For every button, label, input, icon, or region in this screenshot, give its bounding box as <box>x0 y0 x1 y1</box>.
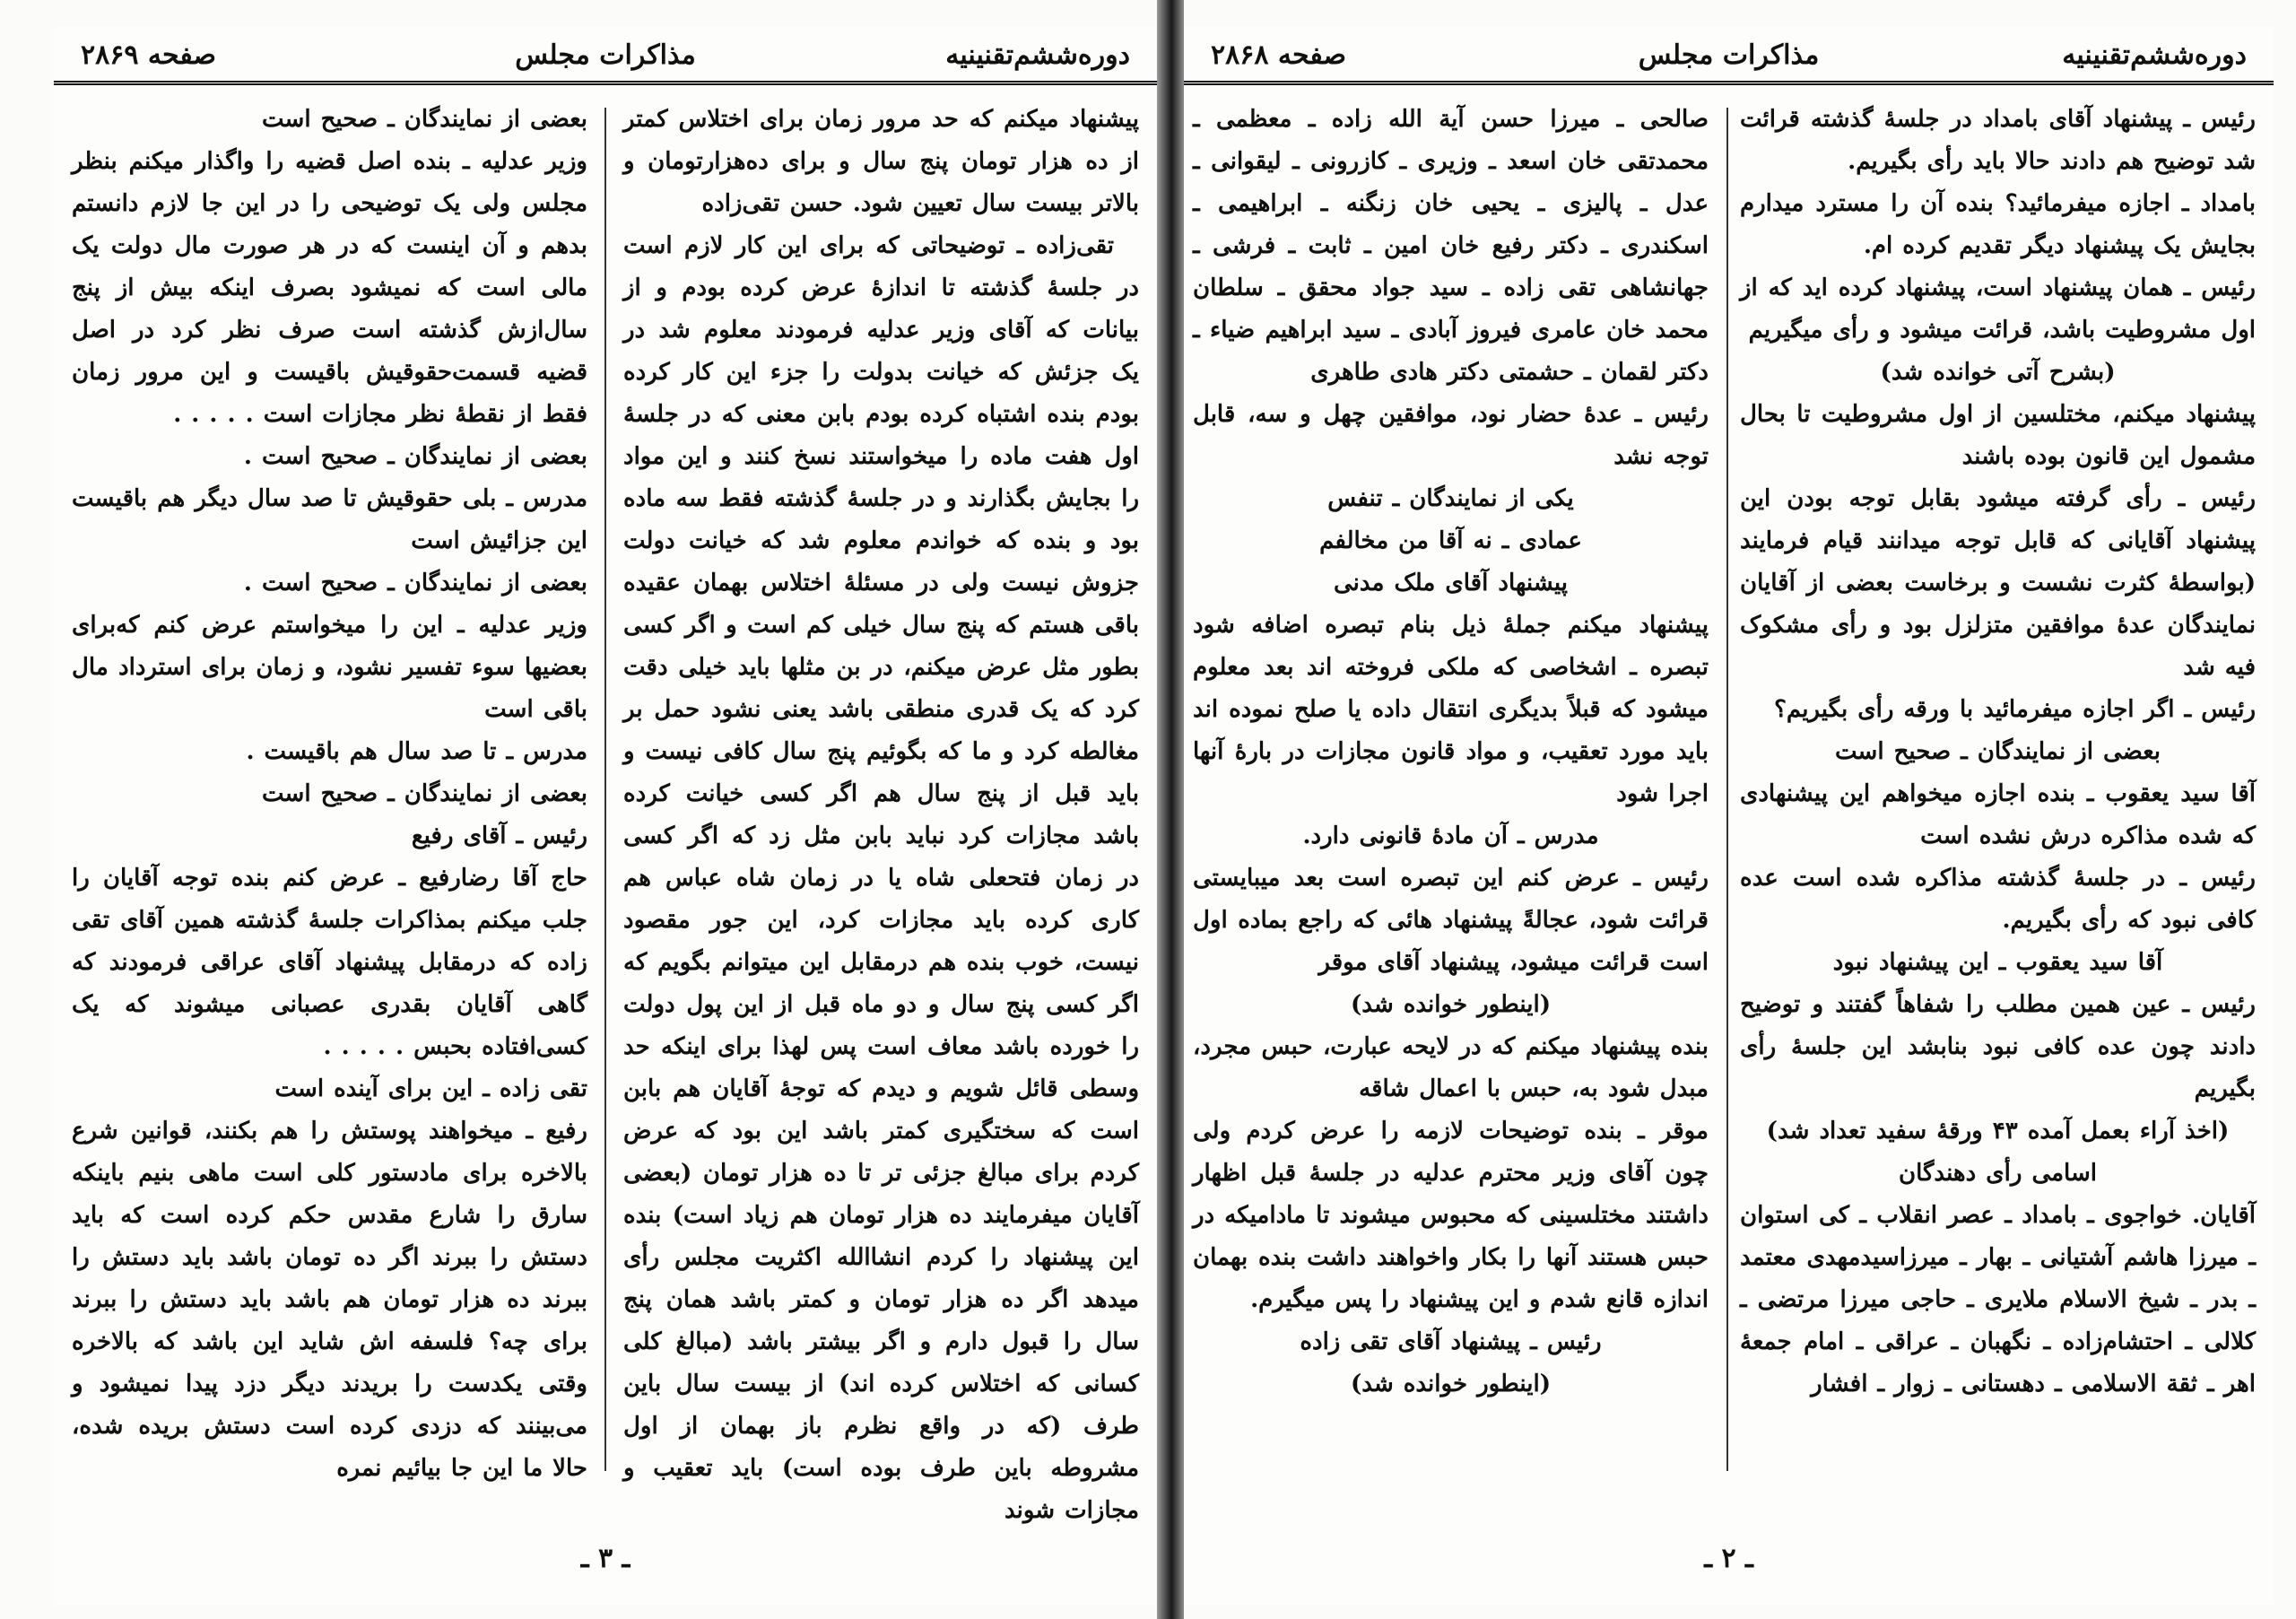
journal-title: مذاکرات مجلس <box>515 39 696 71</box>
paragraph: رئیس ـ عرض کنم این تبصره است بعد میبایستی قرائت شود، عجالةً پیشنهاد هائی که راجع بماده اول است قرائت میشود، پیشنهاد آقای موقر <box>1193 865 1709 976</box>
section-heading: اسامی رأی دهندگان <box>1899 1160 2097 1187</box>
paragraph: مدرس ـ آن مادهٔ قانونی دارد. <box>1302 823 1599 849</box>
paragraph: رئیس ـ آقای رفیع <box>411 823 587 849</box>
paragraph: پیشنهاد میکنم جملهٔ ذیل بنام تبصره اضافه شود تبصره ـ اشخاصی که ملکی فروخته اند بعد معلوم میشود که قبلاً بدیگری انتقال داده یا صلح نموده اند باید مورد تعقیب، و مواد قانون مجازات در بارهٔ آنها اجرا شود <box>1193 612 1709 807</box>
session-label: دوره‌ششم‌تقنینیه <box>945 39 1130 71</box>
paragraph: تقی‌زاده ـ توضیحاتی که برای این کار لازم است در جلسهٔ گذشته تا اندازهٔ عرض کرده بودم و از بیانات که آقای وزیر عدلیه فرمودند معلوم شد در یک جزئش که خیانت بدولت را جزء این کار کرده بودم بنده اشتباه کرده بودم بابن معنی که در جلسهٔ اول هفت ماده را میخواستند نسخ کنند و این مواد را بجایش بگذارند و در جلسهٔ گذشته فقط سه ماده بود و بنده که خواندم معلوم شد که خیانت دولت جزوش نیست ولی در مسئلهٔ اختلاس بهمان عقیده باقی هستم که پنج سال خیلی کم است و اگر کسی بطور مثل عرض میکنم، در بن مثلها باید خیلی دقت کرد که یک قدری منطقی باشد یعنی نشود حمل بر مغالطه کرد و ما که بگوئیم پنج سال کافی نیست و باید قبل از پنج سال هم اگر کسی خیانت کرده باشد مجازات کرد نباید بابن مثل زد که اگر کسی در زمان فتحعلی شاه یا در زمان شاه عباس هم کاری کرده باید مجازات کرد، این جور مقصود نیست، خوب بنده هم درمقابل این میتوانم بگویم که اگر کسی پنج سال و دو ماه قبل از این پول دولت را خورده باشد معاف است پس لهذا برای اینکه حد وسطی قائل شویم و دیدم که توجهٔ آقایان هم بابن است که سختگیری کمتر باشد این بود که عرض کردم برای مبالغ جزئی تر تا ده هزار تومان (بعضی آقایان میفرمایند ده هزار تومان هم زیاد است) بنده این پیشنهاد را کردم انشاالله اکثریت مجلس رأی میدهد اگر ده هزار تومان و کمتر باشد همان پنج سال را قبول دارم و اگر بیشتر باشد (مبالغ کلی کسانی که اختلاس کرده اند) از بیست سال باین طرف (که در واقع نظرم باز بهمان از اول مشروطه باین طرف بوده است) باید تعقیب و مجازات شوند <box>623 232 1139 1524</box>
journal-title: مذاکرات مجلس <box>1638 39 1820 71</box>
paragraph: رئیس ـ عین همین مطلب را شفاهاً گفتند و توضیح دادند چون عده کافی نبود بنابشد این جلسهٔ رأی بگیریم <box>1740 991 2256 1102</box>
paragraph: موقر ـ بنده توضیحات لازمه را عرض کردم ولی چون آقای وزیر محترم عدلیه در جلسهٔ قبل اظهار داشتند مختلسینی که محبوس میشوند تا مادامیکه در حبس هستند آنها را بکار واخواهند داشت بنده بهمان اندازه قانع شدم و این پیشنهاد را پس میگیرم. <box>1193 1118 1709 1313</box>
session-label: دوره‌ششم‌تقنینیه <box>2062 39 2247 71</box>
page-footer-number: ـ ۳ ـ <box>580 1543 631 1574</box>
paragraph: صالحی ـ میرزا حسن آیة الله زاده ـ معظمی ـ محمدتقی خان اسعد ـ وزیری ـ کازرونی ـ لیقوانی ـ عدل ـ پالیزی ـ یحیی خان زنگنه ـ ابراهیمی ـ اسکندری ـ دکتر رفیع خان امین ـ ثابت ـ فرشی ـ جهانشاهی تقی زاده ـ سید جواد محقق ـ سلطان محمد خان عامری فیروز آبادی ـ سید ابراهیم ضیاء ـ دکتر لقمان ـ حشمتی دکتر هادی طاهری <box>1193 106 1709 386</box>
paragraph: بعضی از نمایندگان ـ صحیح است . <box>243 443 587 470</box>
paragraph: آقایان. خواجوی ـ بامداد ـ عصر انقلاب ـ کی استوان ـ میرزا هاشم آشتیانی ـ بهار ـ میرزاسیدمهدی معتمد ـ بدر ـ شیخ الاسلام ملایری ـ حاجی میرزا مرتضی ـ کلالی ـ احتشام‌زاده ـ نگهبان ـ عراقی ـ امام جمعهٔ اهر ـ ثقة الاسلامی ـ دهستانی ـ زوار ـ افشار <box>1740 1202 2256 1397</box>
paragraph: تقی زاده ـ این برای آینده است <box>274 1075 587 1102</box>
paragraph: آقا سید یعقوب ـ بنده اجازه میخواهم این پیشنهادی که شده مذاکره درش نشده است <box>1740 780 2256 849</box>
paragraph: رئیس ـ در جلسهٔ گذشته مذاکره شده است عده کافی نبود که رأی بگیریم. <box>1740 865 2256 934</box>
paragraph: مدرس ـ بلی حقوقیش تا صد سال دیگر هم باقیست این جزائیش است <box>72 485 587 554</box>
paragraph: حاج آقا رضارفیع ـ عرض کنم بنده توجه آقایان را جلب میکنم بمذاکرات جلسهٔ گذشته همین آقای تقی زاده که درمقابل پیشنهاد آقای عراقی فرمودند که گاهی آقایان بقدری عصبانی میشوند که یک کسی‌افتاده بحبس . . . . . <box>72 865 587 1060</box>
paragraph: رئیس ـ پیشنهاد آقای تقی زاده <box>1300 1328 1602 1355</box>
page-header <box>1184 27 2274 85</box>
column-right <box>623 99 1139 1524</box>
paragraph: رفیع ـ میخواهند پوستش را هم بکنند، قوانین شرع بالاخره برای مادستور کلی است ماهی بنیم باینکه سارق را شارع مقدس حکم کرده است که باید دستش را ببرند اگر ده تومان باشد باید دستش را ببرند ده هزار تومان هم باشد باید دستش را ببرند برای چه؟ فلسفه اش شاید این باشد که بالاخره وقتی یکدست را بریدند دیگر دزد پیدا نمیشود و می‌بینند که دزدی کرده است دستش بریده شده، حالا ما این جا بیائیم نمره <box>72 1118 587 1482</box>
page-footer-number: ـ ۲ ـ <box>1704 1543 1753 1574</box>
paragraph: وزیر عدلیه ـ بنده اصل قضیه را واگذار میکنم بنظر مجلس ولی یک توضیحی را در این جا لازم دانستم بدهم و آن اینست که در هر صورت مال دولت یک مالی است که نمیشود بصرف اینکه بیش از پنج سال‌ازش گذشته است صرف نظر کرد در اصل قضیه قسمت‌حقوقیش باقیست و این مرور زمان فقط از نقطهٔ نظر مجازات است . . . . . <box>72 148 587 428</box>
paragraph: رئیس ـ همان پیشنهاد است، پیشنهاد کرده اید که از اول مشروطیت باشد، قرائت میشود و رأی میگیریم <box>1740 274 2256 344</box>
column-left <box>1193 99 1709 1480</box>
paragraph: بعضی از نمایندگان ـ صحیح است <box>262 780 587 807</box>
page-left <box>54 27 1157 1606</box>
paragraph: مدرس ـ تا صد سال هم باقیست . <box>246 738 587 765</box>
column-right <box>1740 99 2256 1480</box>
page-number: صفحه ۲۸۶۹ <box>81 39 216 71</box>
paragraph: (اینطور خوانده شد) <box>1351 1371 1551 1397</box>
paragraph: پیشنهاد میکنم که حد مرور زمان برای اختلاس کمتر از ده هزار تومان پنج سال و برای ده‌هزار‌تومان و بالاتر بیست سال تعیین شود. حسن تقی‌زاده <box>623 106 1139 217</box>
page-number: صفحه ۲۸۶۸ <box>1211 39 1346 71</box>
paragraph: رئیس ـ رأی گرفته میشود بقابل توجه بودن این پیشنهاد آقایانی که قابل توجه میدانند قیام فرمایند (بواسطهٔ کثرت نشست و برخاست بعضی از آقایان نمایندگان عدهٔ موافقین متزلزل بود و رأی مشکوک فیه شد <box>1740 485 2256 681</box>
column-divider <box>604 108 606 1471</box>
paragraph: (اینطور خوانده شد) <box>1351 991 1551 1018</box>
column-left <box>72 99 587 1480</box>
page-right <box>1184 27 2274 1606</box>
paragraph: بعضی از نمایندگان ـ صحیح است . <box>243 570 587 596</box>
paragraph: وزیر عدلیه ـ این را میخواستم عرض کنم که‌برای بعضیها سوء تفسیر نشود، و زمان برای استرداد مال باقی است <box>72 612 587 723</box>
paragraph: بامداد ـ اجازه میفرمائید؟ بنده آن را مسترد میدارم بجایش یک پیشنهاد دیگر تقدیم کرده ام. <box>1740 190 2256 259</box>
book-gutter <box>1157 0 1184 1619</box>
page-header <box>54 27 1157 85</box>
column-divider <box>1726 108 1728 1471</box>
paragraph: آقا سید یعقوب ـ این پیشنهاد نبود <box>1832 949 2163 976</box>
paragraph: عمادی ـ نه آقا من مخالفم <box>1319 527 1582 554</box>
paragraph: رئیس ـ عدهٔ حضار نود، موافقین چهل و سه، قابل توجه نشد <box>1193 401 1709 470</box>
paragraph: (اخذ آراء بعمل آمده ۴۳ ورقهٔ سفید تعداد شد) <box>1766 1118 2230 1145</box>
paragraph: (بشرح آتی خوانده شد) <box>1880 359 2116 386</box>
paragraph: پیشنهاد آقای ملک مدنی <box>1334 570 1568 596</box>
paragraph: بعضی از نمایندگان ـ صحیح است <box>1835 738 2161 765</box>
paragraph: رئیس ـ پیشنهاد آقای بامداد در جلسهٔ گذشته قرائت شد توضیح هم دادند حالا باید رأی بگیریم. <box>1740 106 2256 175</box>
paragraph: رئیس ـ اگر اجازه میفرمائید با ورقه رأی بگیریم؟ <box>1774 696 2256 723</box>
paragraph: پیشنهاد میکنم، مختلسین از اول مشروطیت تا بحال مشمول این قانون بوده باشند <box>1740 401 2256 470</box>
paragraph: بنده پیشنهاد میکنم که در لایحه عبارت، حبس مجرد، مبدل شود به، حبس با اعمال شاقه <box>1193 1033 1709 1102</box>
paragraph: بعضی از نمایندگان ـ صحیح است <box>262 106 587 133</box>
paragraph: یکی از نمایندگان ـ تنفس <box>1327 485 1574 512</box>
